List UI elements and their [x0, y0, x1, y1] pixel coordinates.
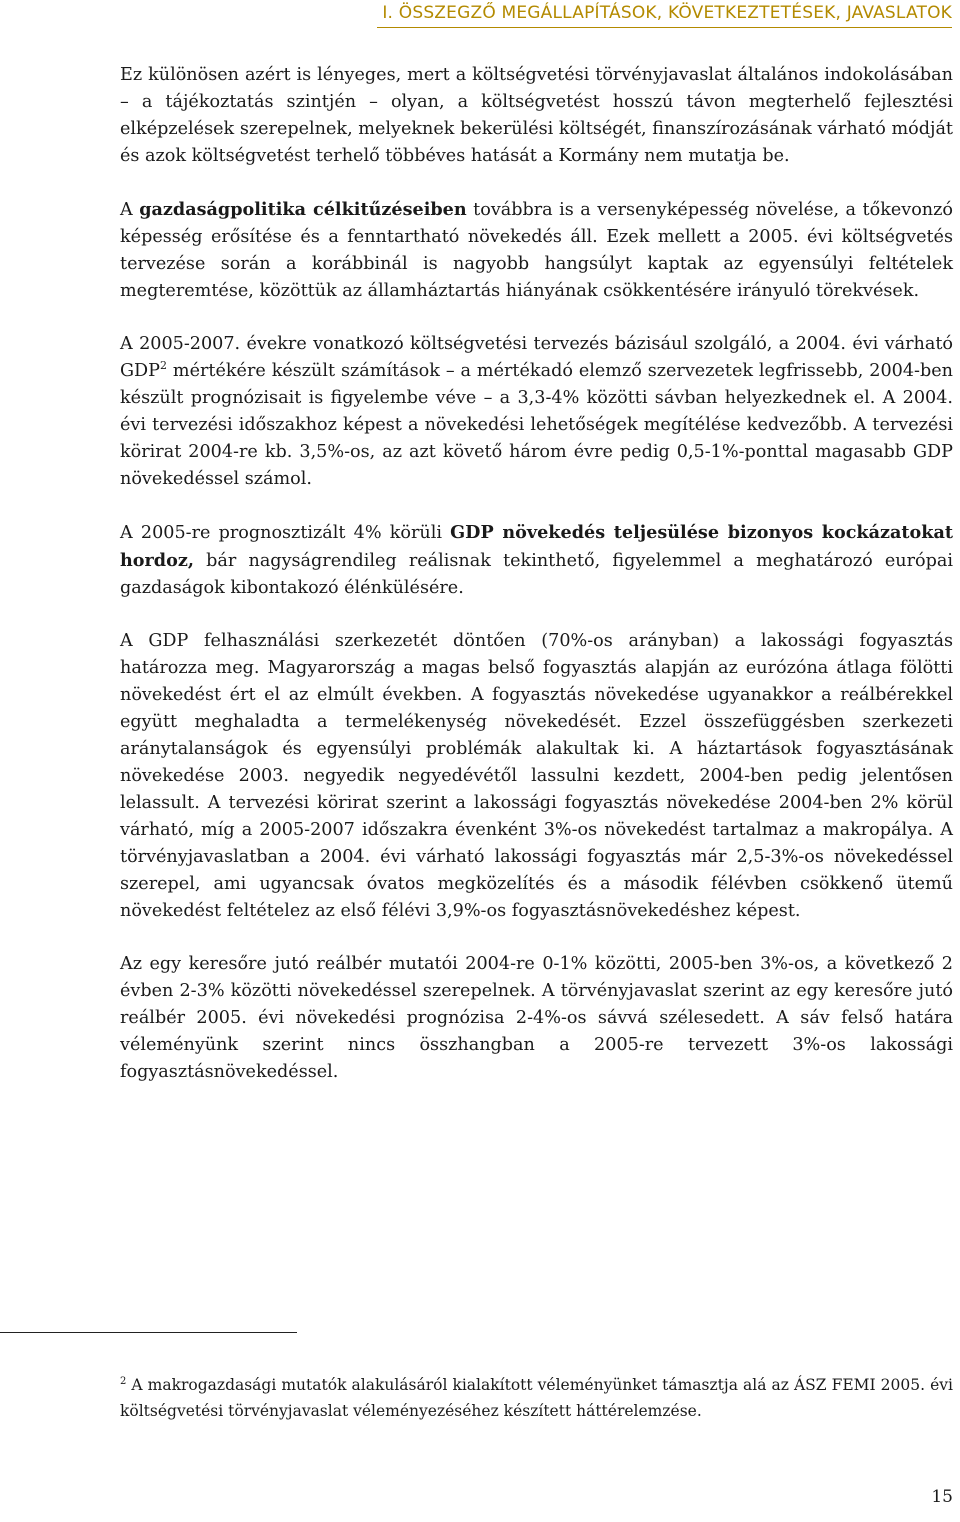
paragraph-2-text-b: továbbra is a versenyképesség növelése, a tőkevonzó képesség erősítése és a fenntartható növekedés áll. Ezek mellett a 2005. évi költségvetés tervezése során a korábbinál is nagyobb hangsúlyt kaptak az egyensúlyi feltételek megteremtése, közöttük az államháztartás hiányának csökkentésére irányuló törekvések.	[120, 200, 953, 301]
footnote-separator	[0, 1332, 297, 1333]
footnote-reference: 2	[160, 359, 167, 372]
paragraph-4	[120, 519, 953, 602]
paragraph-4-emphasis: GDP növekedés teljesülése bizonyos kockázatokat hordoz,	[120, 522, 953, 571]
footnote	[120, 1372, 953, 1424]
footnote-text: A makrogazdasági mutatók alakulásáról kialakított véleményünket támasztja alá az ÁSZ FEMI 2005. évi költségvetési törvényjavaslat véleményezéséhez készített háttérelemzése.	[120, 1376, 953, 1420]
paragraph-3	[120, 331, 953, 493]
header-rule	[377, 27, 952, 28]
running-header	[0, 3, 952, 23]
paragraph-1	[120, 62, 953, 170]
paragraph-1-text: Ez különösen azért is lényeges, mert a költségvetési törvényjavaslat általános indokolásában – a tájékoztatás szintjén – olyan, a költségvetést hosszú távon megterhelő fejlesztési elképzelések szerepelnek, melyeknek bekerülési költségét, finanszírozásának várható módját és azok költségvetést terhelő többéves hatását a Kormány nem mutatja be.	[120, 65, 953, 166]
page-number: 15	[931, 1487, 953, 1507]
paragraph-2-text-a: A	[120, 200, 140, 220]
paragraph-5-text: A GDP felhasználási szerkezetét döntően (70%-os arányban) a lakossági fogyasztás határozza meg. Magyarország a magas belső fogyasztás alapján az eurózóna átlaga fölötti növekedést ért el az elmúlt években. A fogyasztás növekedése ugyanakkor a reálbérekkel együtt meghaladta a termelékenység növekedését. Ezzel összefüggésben szerkezeti aránytalanságok és egyensúlyi problémák alakultak ki. A háztartások fogyasztásának növekedése 2003. negyedik negyedévétől lassulni kezdett, 2004-ben pedig jelentősen lelassult. A tervezési körirat szerint a lakossági fogyasztás növekedése 2004-ben 2% körül várható, míg a 2005-2007 időszakra évenként 3%-os növekedést tartalmaz a makropálya. A törvényjavaslatban a 2004. évi várható lakossági fogyasztás már 2,5-3%-os növekedéssel szerepel, ami ugyancsak óvatos megközelítés és a második félévben csökkenő ütemű növekedést feltételez az első félévi 3,9%-os fogyasztásnövekedéshez képest.	[120, 631, 953, 921]
paragraph-4-text-b: bár nagyságrendileg reálisnak tekinthető, figyelemmel a meghatározó európai gazdaságok kibontakozó élénkülésére.	[120, 551, 953, 598]
paragraph-2-emphasis: gazdaságpolitika célkitűzéseiben	[139, 199, 467, 220]
paragraph-6-text: Az egy keresőre jutó reálbér mutatói 2004-re 0-1% közötti, 2005-ben 3%-os, a következő 2 évben 2-3% közötti növekedéssel szerepelnek. A törvényjavaslat szerint az egy keresőre jutó reálbér 2005. évi növekedési prognózisa 2-4%-os sávvá szélesedett. A sáv felső határa véleményünk szerint nincs összhangban a 2005-re tervezett 3%-os lakossági fogyasztásnövekedéssel.	[120, 954, 953, 1082]
paragraph-4-text-a: A 2005-re prognosztizált 4% körüli	[120, 523, 451, 543]
paragraph-6	[120, 951, 953, 1086]
footnote-marker: 2	[120, 1376, 127, 1387]
header-title: I. ÖSSZEGZŐ MEGÁLLAPÍTÁSOK, KÖVETKEZTETÉSEK, JAVASLATOK	[382, 3, 952, 23]
paragraph-3-text-b: mértékére készült számítások – a mértékadó elemző szervezetek legfrissebb, 2004-ben készült prognózisait is figyelembe véve – a 3,3-4% közötti sávban helyezkednek el. A 2004. évi tervezési időszakhoz képest a növekedési lehetőségek megítélése kedvezőbb. A tervezési körirat 2004-re kb. 3,5%-os, az azt követő három évre pedig 0,5-1%-ponttal magasabb GDP növekedéssel számol.	[120, 361, 953, 489]
paragraph-2	[120, 196, 953, 305]
paragraph-5	[120, 628, 953, 925]
main-content	[120, 62, 953, 1112]
paragraph-3-text-a: A 2005-2007. évekre vonatkozó költségvetési tervezés bázisául szolgáló, a 2004. évi várható GDP	[120, 334, 953, 381]
